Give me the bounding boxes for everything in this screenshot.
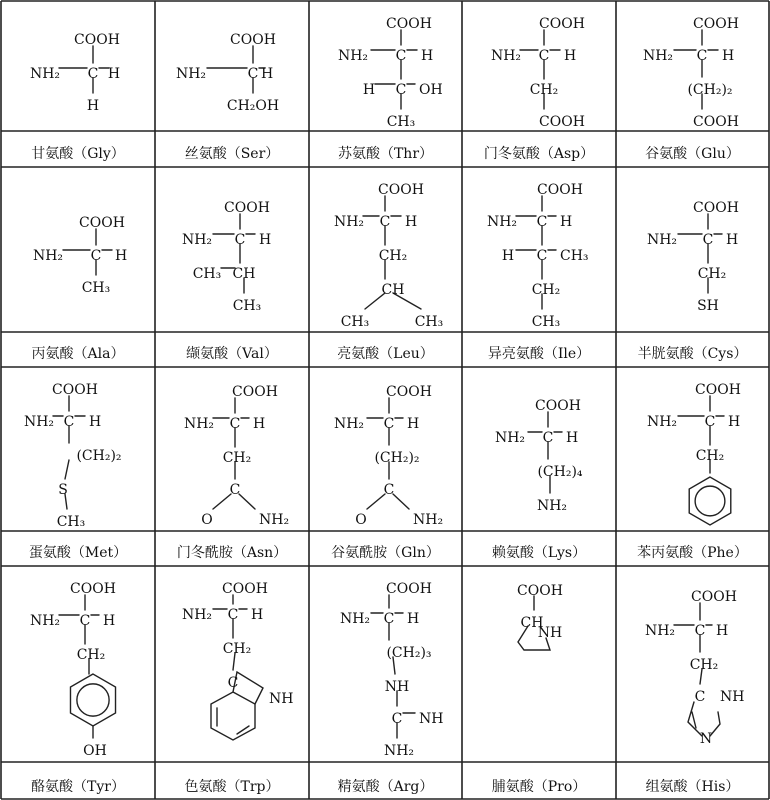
amino-acid-name: 半胱氨酸（Cys）: [637, 346, 748, 362]
amino-acid-name: 甘氨酸（Gly）: [31, 146, 125, 162]
atom-label: C: [234, 232, 246, 248]
atom-label: C: [536, 214, 548, 230]
atom-label: CH₂: [529, 82, 559, 98]
atom-label: CH₃: [531, 314, 561, 330]
atom-label: NH₂: [181, 607, 213, 623]
atom-label: NH₂: [536, 498, 568, 514]
atom-label: H: [107, 66, 121, 82]
atom-label: C: [379, 214, 391, 230]
atom-label: H: [560, 214, 573, 230]
atom-label: H: [728, 414, 741, 430]
atom-label: C: [536, 248, 548, 264]
atom-label: H: [259, 232, 272, 248]
atom-label: COOH: [693, 16, 739, 32]
atom-label: NH₂: [23, 414, 55, 430]
atom-label: COOH: [232, 384, 278, 400]
amino-acid-cell-his: [645, 589, 745, 795]
atom-label: COOH: [386, 581, 432, 597]
amino-acid-name: 组氨酸（His）: [645, 779, 740, 795]
atom-label: O: [355, 512, 367, 528]
atom-label: CH₂: [697, 266, 727, 282]
atom-label: CH: [381, 282, 405, 298]
atom-label: NH₂: [413, 512, 444, 528]
atom-label: H: [261, 66, 274, 82]
atom-label: CH: [520, 615, 544, 631]
atom-label: NH: [419, 711, 444, 727]
atom-label: C: [694, 623, 706, 639]
atom-label: NH₂: [490, 48, 522, 64]
atom-label: CH: [232, 266, 256, 282]
amino-acid-cell-ile: [487, 182, 590, 362]
atom-label: N: [699, 731, 713, 747]
atom-label: H: [251, 607, 264, 623]
atom-label: H: [716, 623, 729, 639]
atom-label: COOH: [52, 382, 98, 398]
atom-label: COOH: [222, 581, 268, 597]
amino-acid-name: 异亮氨酸（Ile）: [487, 346, 591, 362]
atom-label: COOH: [537, 182, 583, 198]
atom-label: H: [722, 48, 735, 64]
atom-label: C: [90, 248, 102, 264]
bond-line: [213, 494, 231, 509]
atom-label: CH₃: [56, 514, 86, 530]
atom-label: CH₂: [76, 647, 106, 663]
atom-label: CH₃: [560, 248, 589, 264]
atom-label: H: [405, 214, 418, 230]
atom-label: COOH: [539, 16, 585, 32]
atom-label: H: [115, 248, 128, 264]
atom-label: OH: [419, 82, 443, 98]
atom-label: COOH: [693, 200, 739, 216]
amino-acid-cell-cys: [638, 200, 748, 362]
atom-label: C: [704, 414, 716, 430]
atom-label: H: [407, 416, 420, 432]
amino-acid-cell-tyr: [30, 581, 125, 795]
amino-acid-name: 丝氨酸（Ser）: [184, 146, 280, 162]
amino-acid-cell-gly: [30, 32, 125, 162]
atom-label: CH₂: [222, 641, 252, 657]
atom-label: NH₂: [486, 214, 518, 230]
atom-label: C: [383, 416, 395, 432]
atom-label: NH₂: [181, 232, 213, 248]
atom-label: H: [407, 611, 420, 627]
atom-label: (CH₂)₄: [537, 464, 583, 480]
amino-acid-name: 赖氨酸（Lys）: [491, 545, 587, 561]
atom-label: C: [229, 482, 241, 498]
atom-label: COOH: [695, 382, 741, 398]
atom-label: C: [227, 607, 239, 623]
atom-label: C: [538, 48, 550, 64]
atom-label: CH₂: [378, 248, 408, 264]
amino-acid-cell-arg: [338, 581, 444, 795]
atom-label: CH₂OH: [226, 98, 280, 114]
atom-label: H: [89, 414, 102, 430]
atom-label: NH₂: [646, 414, 678, 430]
amino-acid-name: 门冬氨酸（Asp）: [483, 146, 595, 162]
atom-label: C: [395, 82, 407, 98]
atom-label: (CH₂)₂: [76, 448, 122, 464]
atom-label: CH₃: [232, 298, 262, 314]
amino-acid-cell-asp: [484, 16, 594, 162]
atom-label: C: [395, 48, 407, 64]
atom-label: NH: [537, 625, 563, 641]
atom-label: CH₃: [81, 280, 111, 296]
atom-label: H: [726, 232, 739, 248]
atom-label: NH₂: [337, 48, 369, 64]
amino-acid-cell-ser: [176, 32, 279, 162]
amino-acid-cell-gln: [331, 384, 443, 561]
atom-label: NH₂: [29, 66, 61, 82]
atom-label: NH₂: [383, 743, 415, 759]
amino-acid-name: 丙氨酸（Ala）: [31, 346, 125, 362]
atom-label: NH₂: [494, 430, 526, 446]
atom-label: H: [362, 82, 376, 98]
atom-label: COOH: [539, 114, 585, 130]
atom-label: H: [564, 48, 577, 64]
atom-label: C: [247, 66, 259, 82]
atom-label: NH₂: [339, 611, 371, 627]
atom-label: NH: [269, 691, 294, 707]
atom-label: (CH₂)₂: [374, 450, 420, 466]
atom-label: COOH: [517, 583, 563, 599]
bond-line: [367, 494, 385, 509]
atom-label: C: [702, 232, 714, 248]
atom-label: NH₂: [333, 214, 365, 230]
atom-label: C: [79, 613, 91, 629]
atom-label: COOH: [386, 384, 432, 400]
atom-label: COOH: [79, 215, 125, 231]
atom-label: CH₃: [386, 114, 416, 130]
amino-acid-cell-thr: [338, 16, 443, 162]
atom-label: NH₂: [646, 232, 678, 248]
atom-label: OH: [83, 743, 107, 759]
atom-label: COOH: [378, 182, 424, 198]
bond-line: [393, 494, 409, 509]
amino-acid-cell-leu: [334, 182, 443, 362]
atom-label: C: [63, 414, 75, 430]
atom-label: COOH: [535, 398, 581, 414]
amino-acid-cell-asn: [177, 384, 289, 561]
atom-label: COOH: [693, 114, 739, 130]
atom-label: CH₂: [695, 448, 725, 464]
atom-label: NH₂: [644, 623, 676, 639]
amino-acid-cell-val: [182, 200, 278, 362]
atom-label: C: [227, 675, 239, 691]
atom-label: CH₃: [340, 314, 370, 330]
atom-label: O: [201, 512, 213, 528]
atom-label: CH₂: [689, 657, 719, 673]
atom-label: C: [542, 430, 554, 446]
atom-label: (CH₂)₂: [687, 82, 733, 98]
bond-line: [65, 460, 69, 479]
amino-acid-name: 酪氨酸（Tyr）: [31, 779, 125, 795]
atom-label: C: [87, 66, 99, 82]
atom-label: COOH: [691, 589, 737, 605]
amino-acid-name: 蛋氨酸（Met）: [28, 545, 128, 561]
atom-label: C: [383, 482, 395, 498]
atom-label: H: [103, 613, 116, 629]
atom-label: H: [421, 48, 434, 64]
atom-label: C: [696, 48, 708, 64]
atom-label: CH₃: [192, 266, 222, 282]
atom-label: COOH: [230, 32, 276, 48]
atom-label: C: [229, 416, 241, 432]
aromatic-circle: [695, 486, 725, 516]
atom-label: SH: [697, 298, 719, 314]
atom-label: CH₃: [414, 314, 444, 330]
bond-line: [239, 494, 255, 509]
atom-label: COOH: [386, 16, 432, 32]
atom-label: NH₂: [32, 248, 64, 264]
amino-acid-cell-met: [24, 382, 127, 561]
amino-acid-name: 谷氨酰胺（Gln）: [331, 545, 440, 561]
amino-acid-cell-ala: [32, 215, 128, 362]
amino-acid-name: 门冬酰胺（Asn）: [176, 545, 288, 561]
amino-acid-cell-trp: [182, 581, 294, 795]
amino-acid-name: 苏氨酸（Thr）: [337, 146, 434, 162]
amino-acid-name: 亮氨酸（Leu）: [337, 346, 434, 362]
amino-acid-cell-pro: [492, 583, 587, 795]
atom-label: S: [58, 482, 68, 498]
atom-label: COOH: [70, 581, 116, 597]
amino-acid-cell-phe: [637, 382, 748, 561]
amino-acid-cell-glu: [643, 16, 740, 162]
atom-label: H: [566, 430, 579, 446]
atom-label: NH₂: [259, 512, 290, 528]
atom-label: C: [391, 711, 403, 727]
atom-label: H: [501, 248, 515, 264]
amino-acid-name: 苯丙氨酸（Phe）: [637, 545, 748, 561]
atom-label: NH₂: [175, 66, 207, 82]
atom-label: C: [694, 689, 706, 705]
atom-label: NH₂: [642, 48, 674, 64]
atom-label: H: [253, 416, 266, 432]
atom-label: COOH: [224, 200, 270, 216]
amino-acid-name: 色氨酸（Trp）: [184, 779, 280, 795]
double-bond-line: [692, 712, 696, 728]
atom-label: NH₂: [183, 416, 215, 432]
atom-label: C: [383, 611, 395, 627]
atom-label: NH₂: [333, 416, 365, 432]
amino-acid-name: 脯氨酸（Pro）: [491, 779, 587, 795]
atom-label: NH: [720, 689, 745, 705]
atom-label: (CH₂)₃: [386, 645, 432, 661]
atom-label: NH: [384, 679, 410, 695]
atom-label: CH₂: [531, 282, 561, 298]
atom-label: NH₂: [29, 613, 61, 629]
atom-label: H: [86, 98, 100, 114]
amino-acid-name: 精氨酸（Arg）: [337, 779, 434, 795]
amino-acid-cell-lys: [492, 398, 586, 561]
atom-label: COOH: [74, 32, 120, 48]
atom-label: CH₂: [222, 450, 252, 466]
aromatic-circle: [77, 684, 109, 716]
amino-acid-name: 谷氨酸（Glu）: [645, 146, 740, 162]
amino-acid-name: 缬氨酸（Val）: [186, 346, 278, 362]
